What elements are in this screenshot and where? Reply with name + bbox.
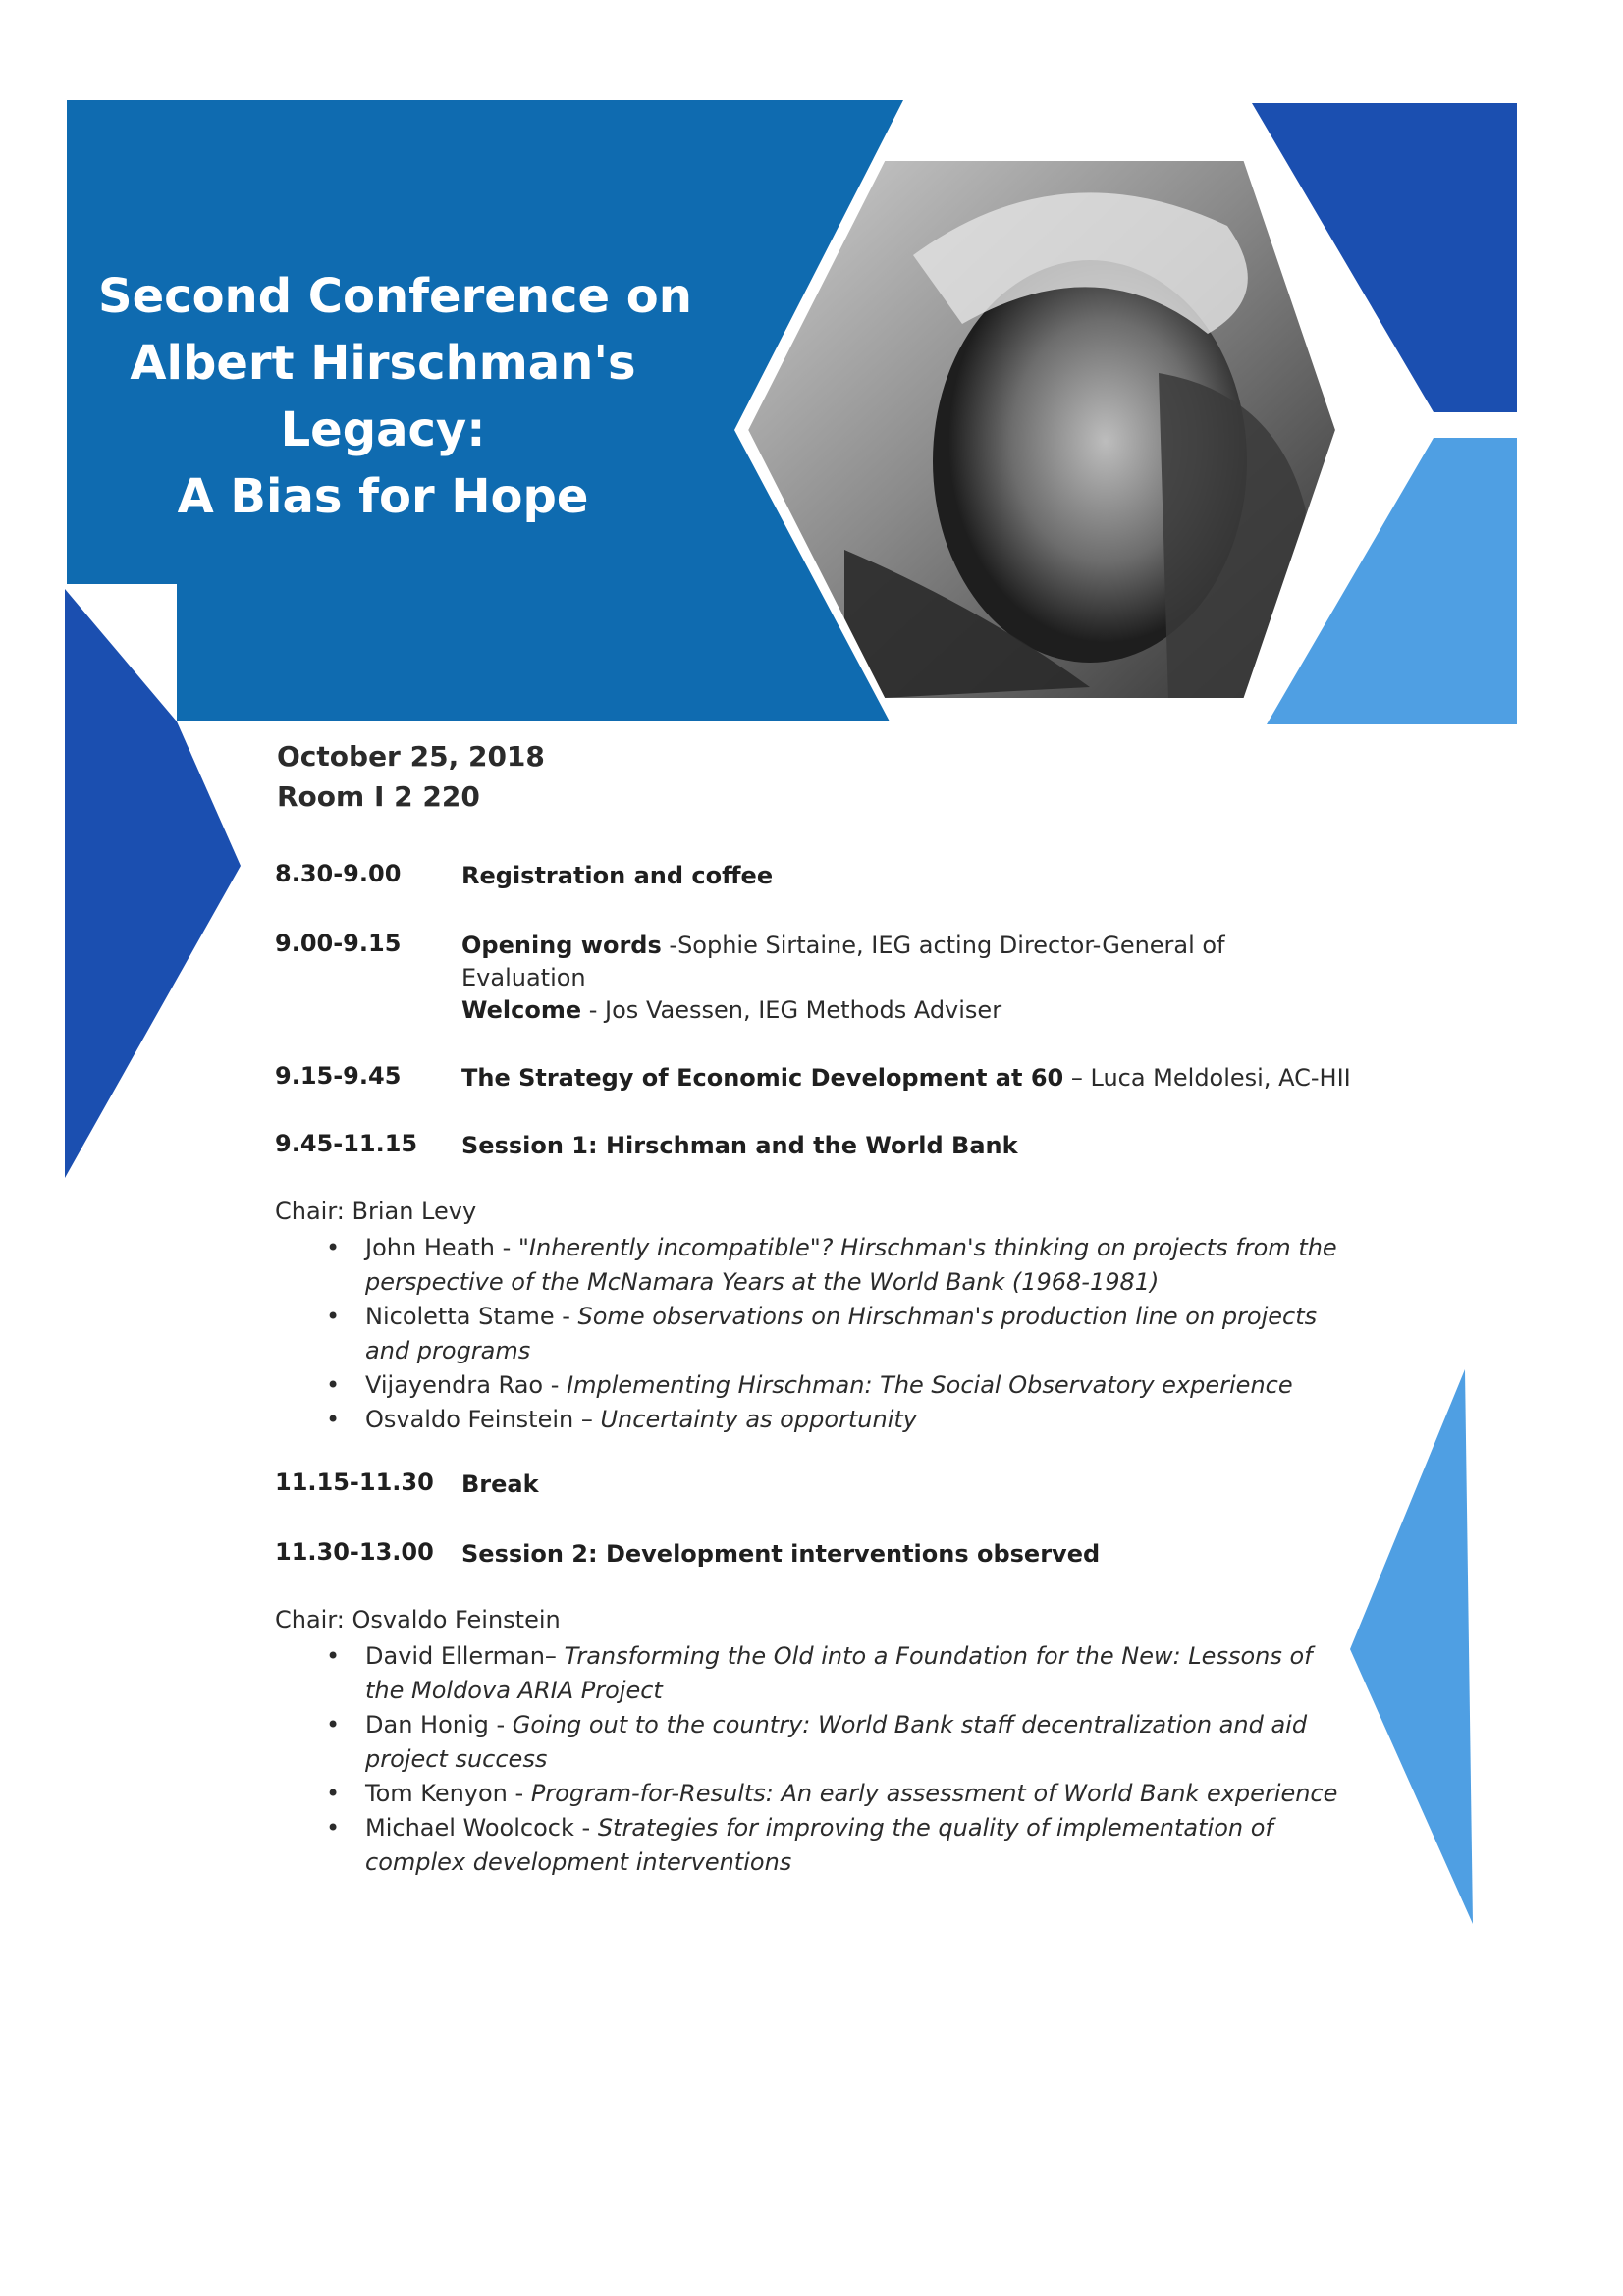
session-1-talks bbox=[275, 1231, 1355, 1437]
talk-speaker: Dan Honig - bbox=[365, 1711, 513, 1738]
agenda-title: Session 2: Development interventions observed bbox=[461, 1540, 1101, 1568]
talk-title: Some observations on Hirschman's production line on projects and programs bbox=[365, 1303, 1318, 1364]
talk-speaker: Michael Woolcock - bbox=[365, 1814, 598, 1842]
agenda bbox=[275, 854, 1355, 1880]
talk-speaker: Vijayendra Rao - bbox=[365, 1371, 568, 1399]
event-room: Room I 2 220 bbox=[277, 780, 480, 813]
session-2-chair: Chair: Osvaldo Feinstein bbox=[275, 1606, 561, 1633]
session-1-chair: Chair: Brian Levy bbox=[275, 1198, 477, 1225]
title-line-4: A Bias for Hope bbox=[177, 469, 589, 524]
event-date: October 25, 2018 bbox=[277, 740, 545, 773]
bullet-icon: • bbox=[326, 1234, 341, 1261]
agenda-separator: - bbox=[661, 932, 678, 959]
bullet-icon: • bbox=[326, 1642, 341, 1670]
agenda-detail: – Luca Meldolesi, AC-HII bbox=[1063, 1064, 1351, 1092]
list-item bbox=[326, 1777, 1355, 1811]
talk-speaker: Tom Kenyon - bbox=[365, 1780, 531, 1807]
list-item bbox=[326, 1708, 1355, 1777]
talk-speaker: Osvaldo Feinstein – bbox=[365, 1406, 601, 1433]
agenda-detail: Sophie Sirtaine, IEG acting Director-General of Evaluation bbox=[461, 932, 1225, 991]
talk-title: Program-for-Results: An early assessment of World Bank experience bbox=[530, 1780, 1338, 1807]
agenda-title: Registration and coffee bbox=[461, 862, 774, 889]
agenda-row bbox=[275, 1538, 1355, 1571]
agenda-title: The Strategy of Economic Development at 60 bbox=[461, 1064, 1064, 1092]
list-item bbox=[326, 1231, 1355, 1300]
agenda-row bbox=[275, 1468, 1355, 1501]
talk-title: Strategies for improving the quality of implementation of complex development interventions bbox=[365, 1814, 1273, 1876]
agenda-title: Session 1: Hirschman and the World Bank bbox=[461, 1132, 1018, 1159]
agenda-time: 9.15-9.45 bbox=[275, 1062, 402, 1090]
list-item bbox=[326, 1811, 1355, 1880]
talk-speaker: John Heath - bbox=[365, 1234, 518, 1261]
talk-title: Going out to the country: World Bank staff decentralization and aid project success bbox=[365, 1711, 1308, 1773]
agenda-row bbox=[275, 930, 1355, 1027]
agenda-title: Opening words bbox=[461, 932, 662, 959]
list-item bbox=[326, 1639, 1355, 1708]
talk-title: Uncertainty as opportunity bbox=[600, 1406, 917, 1433]
agenda-time: 9.45-11.15 bbox=[275, 1130, 418, 1157]
lower-right-triangle bbox=[1350, 1369, 1473, 1924]
title-line-1: Second Conference on bbox=[98, 269, 692, 324]
agenda-time: 8.30-9.00 bbox=[275, 860, 402, 887]
talk-title: "Inherently incompatible"? Hirschman's thinking on projects from the perspective of the McNamara Years at the World Bank (1968-1981) bbox=[365, 1234, 1337, 1296]
bullet-icon: • bbox=[326, 1303, 341, 1330]
bullet-icon: • bbox=[326, 1406, 341, 1433]
session-2-talks bbox=[275, 1639, 1355, 1880]
bullet-icon: • bbox=[326, 1711, 341, 1738]
list-item bbox=[326, 1368, 1355, 1403]
talk-speaker: Nicoletta Stame - bbox=[365, 1303, 578, 1330]
agenda-time: 11.30-13.00 bbox=[275, 1538, 434, 1566]
conference-title bbox=[98, 263, 692, 530]
talk-title: Transforming the Old into a Foundation for the New: Lessons of the Moldova ARIA Project bbox=[365, 1642, 1313, 1704]
bullet-icon: • bbox=[326, 1780, 341, 1807]
agenda-row bbox=[275, 1130, 1355, 1162]
bullet-icon: • bbox=[326, 1814, 341, 1842]
agenda-separator-2: - bbox=[581, 996, 606, 1024]
list-item bbox=[326, 1403, 1355, 1437]
title-line-2: Albert Hirschman's bbox=[130, 336, 636, 391]
agenda-title: Break bbox=[461, 1470, 539, 1498]
agenda-row bbox=[275, 1062, 1355, 1095]
list-item bbox=[326, 1300, 1355, 1368]
talk-title: Implementing Hirschman: The Social Observatory experience bbox=[567, 1371, 1293, 1399]
agenda-row bbox=[275, 860, 1355, 892]
talk-speaker: David Ellerman– bbox=[365, 1642, 565, 1670]
agenda-time: 11.15-11.30 bbox=[275, 1468, 434, 1496]
title-line-3: Legacy: bbox=[280, 402, 486, 457]
agenda-time: 9.00-9.15 bbox=[275, 930, 402, 957]
bullet-icon: • bbox=[326, 1371, 341, 1399]
event-meta bbox=[277, 736, 545, 817]
agenda-detail-2: Jos Vaessen, IEG Methods Adviser bbox=[605, 996, 1002, 1024]
agenda-title-2: Welcome bbox=[461, 996, 582, 1024]
